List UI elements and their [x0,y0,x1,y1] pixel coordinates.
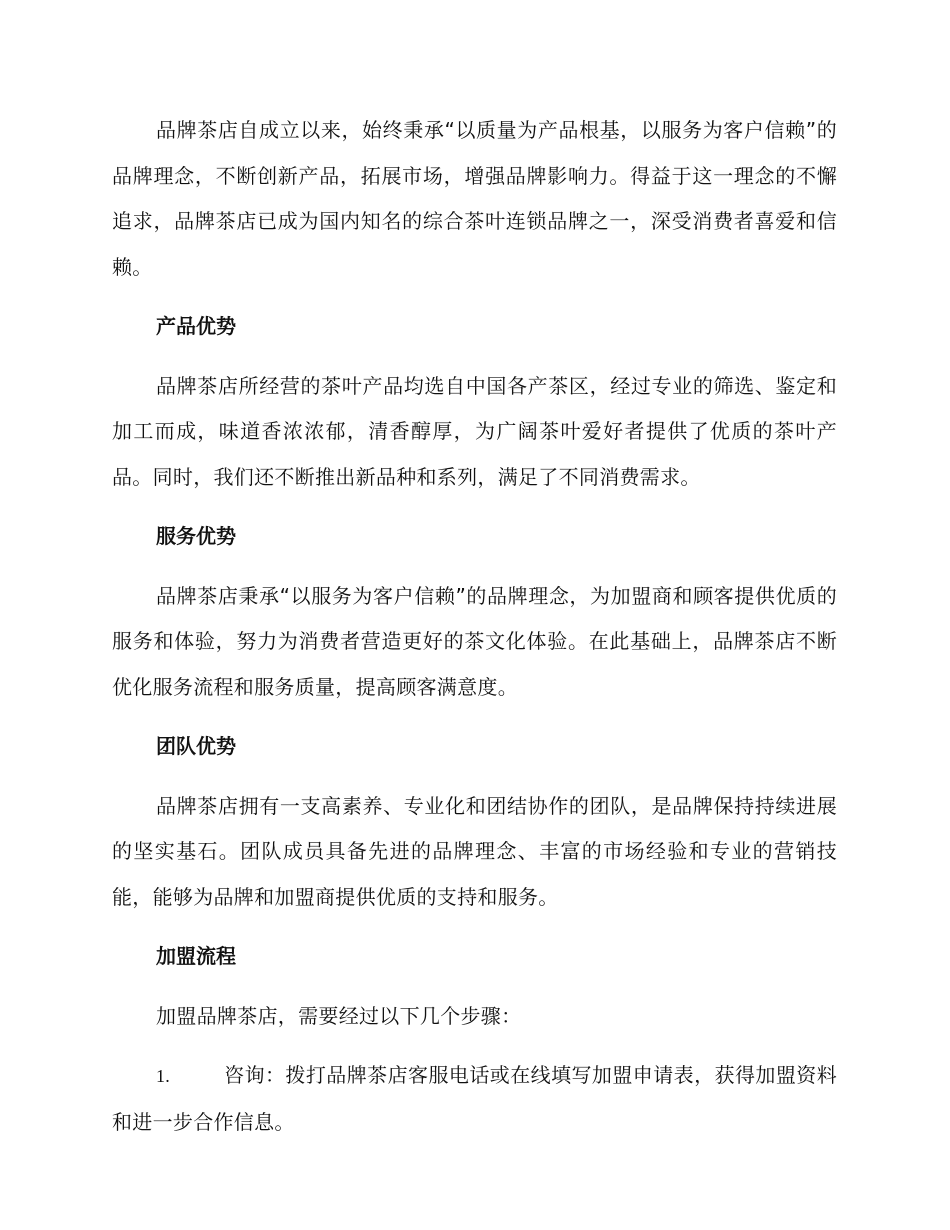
section-body-product: 品牌茶店所经营的茶叶产品均选自中国各产茶区，经过专业的筛选、鉴定和加工而成，味道香浓浓郁，清香醇厚，为广阔茶叶爱好者提供了优质的茶叶产品。同时，我们还不断推出新品种和系列，满足了不同消费需求。 [112,373,837,489]
step-text: 咨询：拨打品牌茶店客服电话或在线填写加盟申请表，获得加盟资料和进一步合作信息。 [112,1063,837,1134]
step-list-item [112,1053,837,1145]
section-heading-team: 团队优势 [156,734,236,758]
intro-paragraph: 品牌茶店自成立以来，始终秉承“以质量为产品根基，以服务为客户信赖”的品牌理念，不断创新产品，拓展市场，增强品牌影响力。得益于这一理念的不懈追求，品牌茶店已成为国内知名的综合茶叶连锁品牌之一，深受消费者喜爱和信赖。 [112,118,837,279]
section-body-service: 品牌茶店秉承“以服务为客户信赖”的品牌理念，为加盟商和顾客提供优质的服务和体验，努力为消费者营造更好的茶文化体验。在此基础上，品牌茶店不断优化服务流程和服务质量，提高顾客满意度。 [112,583,837,699]
section-heading-product: 产品优势 [156,314,236,338]
section-body-team: 品牌茶店拥有一支高素养、专业化和团结协作的团队，是品牌保持持续进展的坚实基石。团队成员具备先进的品牌理念、丰富的市场经验和专业的营销技能，能够为品牌和加盟商提供优质的支持和服务。 [112,793,837,909]
section-heading-franchise-process: 加盟流程 [156,944,236,968]
document-page [112,108,837,1145]
section-heading-service: 服务优势 [156,524,236,548]
step-number: 1. [156,1066,171,1086]
section-body-franchise-process: 加盟品牌茶店，需要经过以下几个步骤： [156,1003,522,1028]
